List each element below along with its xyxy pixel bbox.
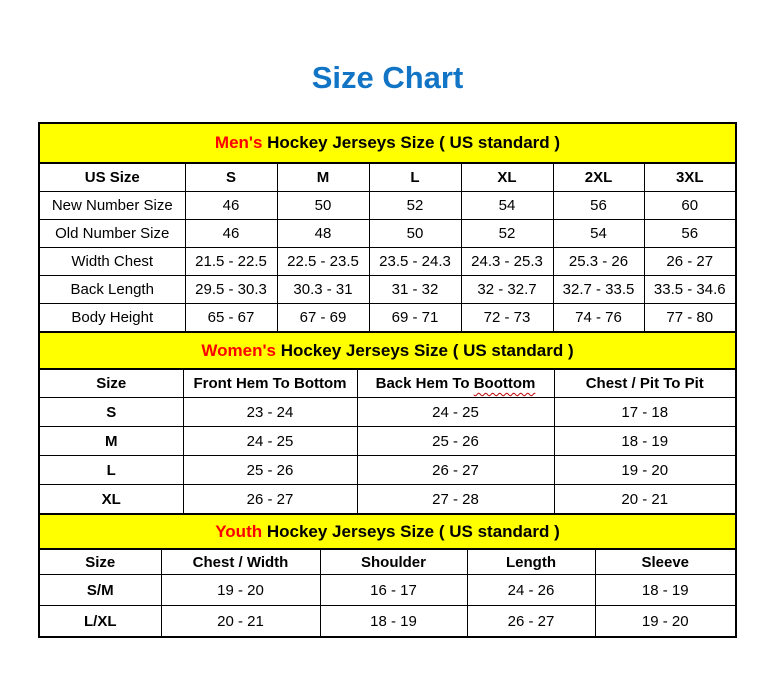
- size-value-cell: 77 - 80: [644, 304, 735, 332]
- column-header: XL: [461, 164, 553, 192]
- table-row: [40, 456, 735, 485]
- size-value-cell: 18 - 19: [320, 606, 467, 637]
- size-value-cell: 65 - 67: [185, 304, 277, 332]
- column-header: Shoulder: [320, 550, 467, 575]
- size-value-cell: 56: [644, 220, 735, 248]
- size-value-cell: 19 - 20: [595, 606, 735, 637]
- youth-section-title: Hockey Jerseys Size ( US standard ): [262, 521, 560, 541]
- table-row: [40, 276, 735, 304]
- size-value-cell: 32 - 32.7: [461, 276, 553, 304]
- size-chart: [38, 122, 737, 638]
- size-value-cell: 69 - 71: [369, 304, 461, 332]
- size-value-cell: 26 - 27: [183, 485, 357, 514]
- size-value-cell: 25 - 26: [183, 456, 357, 485]
- table-row: [40, 606, 735, 637]
- column-header: Chest / Pit To Pit: [554, 370, 735, 398]
- size-value-cell: 23.5 - 24.3: [369, 248, 461, 276]
- column-header: Size: [40, 370, 183, 398]
- row-label: S/M: [40, 575, 161, 606]
- row-label: M: [40, 427, 183, 456]
- row-label: Body Height: [40, 304, 185, 332]
- size-value-cell: 27 - 28: [357, 485, 554, 514]
- size-value-cell: 22.5 - 23.5: [277, 248, 369, 276]
- column-header: 2XL: [553, 164, 644, 192]
- size-value-cell: 30.3 - 31: [277, 276, 369, 304]
- size-value-cell: 52: [369, 192, 461, 220]
- womens-size-table: [40, 370, 735, 513]
- womens-section-header: [40, 331, 735, 370]
- column-header: Size: [40, 550, 161, 575]
- column-header: 3XL: [644, 164, 735, 192]
- column-header: US Size: [40, 164, 185, 192]
- mens-section-accent: Men's: [214, 133, 263, 152]
- youth-section-header: [40, 513, 735, 550]
- mens-header-row: [40, 164, 735, 192]
- column-header: Sleeve: [595, 550, 735, 575]
- size-value-cell: 32.7 - 33.5: [553, 276, 644, 304]
- column-header: S: [185, 164, 277, 192]
- size-value-cell: 21.5 - 22.5: [185, 248, 277, 276]
- column-header: Chest / Width: [161, 550, 320, 575]
- size-value-cell: 60: [644, 192, 735, 220]
- size-value-cell: 50: [277, 192, 369, 220]
- size-value-cell: 24 - 26: [467, 575, 595, 606]
- size-value-cell: 17 - 18: [554, 398, 735, 427]
- size-value-cell: 72 - 73: [461, 304, 553, 332]
- size-value-cell: 54: [461, 192, 553, 220]
- column-header: [357, 370, 554, 398]
- size-value-cell: 25.3 - 26: [553, 248, 644, 276]
- row-label: S: [40, 398, 183, 427]
- table-row: [40, 248, 735, 276]
- size-value-cell: 24 - 25: [183, 427, 357, 456]
- table-row: [40, 427, 735, 456]
- size-value-cell: 50: [369, 220, 461, 248]
- size-value-cell: 26 - 27: [357, 456, 554, 485]
- size-value-cell: 16 - 17: [320, 575, 467, 606]
- womens-section-accent: Women's: [201, 340, 276, 360]
- size-value-cell: 20 - 21: [161, 606, 320, 637]
- size-value-cell: 20 - 21: [554, 485, 735, 514]
- column-header-text: Back Hem To: [375, 375, 474, 392]
- table-row: [40, 220, 735, 248]
- page-title: Size Chart: [311, 60, 464, 95]
- page-title-wrap: [38, 60, 737, 96]
- size-value-cell: 46: [185, 220, 277, 248]
- size-value-cell: 26 - 27: [467, 606, 595, 637]
- youth-section-accent: Youth: [215, 521, 263, 541]
- youth-header-row: [40, 550, 735, 575]
- size-value-cell: 26 - 27: [644, 248, 735, 276]
- table-row: [40, 398, 735, 427]
- column-header: L: [369, 164, 461, 192]
- row-label: Width Chest: [40, 248, 185, 276]
- size-value-cell: 46: [185, 192, 277, 220]
- column-header: Length: [467, 550, 595, 575]
- size-value-cell: 54: [553, 220, 644, 248]
- size-value-cell: 74 - 76: [553, 304, 644, 332]
- misspelled-word: Boottom: [473, 375, 536, 392]
- row-label: Back Length: [40, 276, 185, 304]
- size-value-cell: 24 - 25: [357, 398, 554, 427]
- table-row: [40, 192, 735, 220]
- size-value-cell: 29.5 - 30.3: [185, 276, 277, 304]
- mens-section-title: Hockey Jerseys Size ( US standard ): [262, 133, 561, 152]
- size-value-cell: 33.5 - 34.6: [644, 276, 735, 304]
- column-header: Front Hem To Bottom: [183, 370, 357, 398]
- size-value-cell: 67 - 69: [277, 304, 369, 332]
- size-value-cell: 31 - 32: [369, 276, 461, 304]
- size-value-cell: 18 - 19: [595, 575, 735, 606]
- size-value-cell: 19 - 20: [161, 575, 320, 606]
- mens-size-table: [40, 164, 735, 331]
- table-row: [40, 575, 735, 606]
- size-value-cell: 25 - 26: [357, 427, 554, 456]
- table-row: [40, 304, 735, 332]
- youth-size-table: [40, 550, 735, 636]
- size-value-cell: 48: [277, 220, 369, 248]
- size-value-cell: 52: [461, 220, 553, 248]
- row-label: Old Number Size: [40, 220, 185, 248]
- womens-section-title: Hockey Jerseys Size ( US standard ): [275, 340, 574, 360]
- row-label: XL: [40, 485, 183, 514]
- womens-header-row: [40, 370, 735, 398]
- row-label: L: [40, 456, 183, 485]
- table-row: [40, 485, 735, 514]
- size-value-cell: 56: [553, 192, 644, 220]
- size-value-cell: 19 - 20: [554, 456, 735, 485]
- size-value-cell: 18 - 19: [554, 427, 735, 456]
- size-value-cell: 23 - 24: [183, 398, 357, 427]
- mens-section-header: [40, 124, 735, 164]
- size-value-cell: 24.3 - 25.3: [461, 248, 553, 276]
- row-label: L/XL: [40, 606, 161, 637]
- column-header: M: [277, 164, 369, 192]
- row-label: New Number Size: [40, 192, 185, 220]
